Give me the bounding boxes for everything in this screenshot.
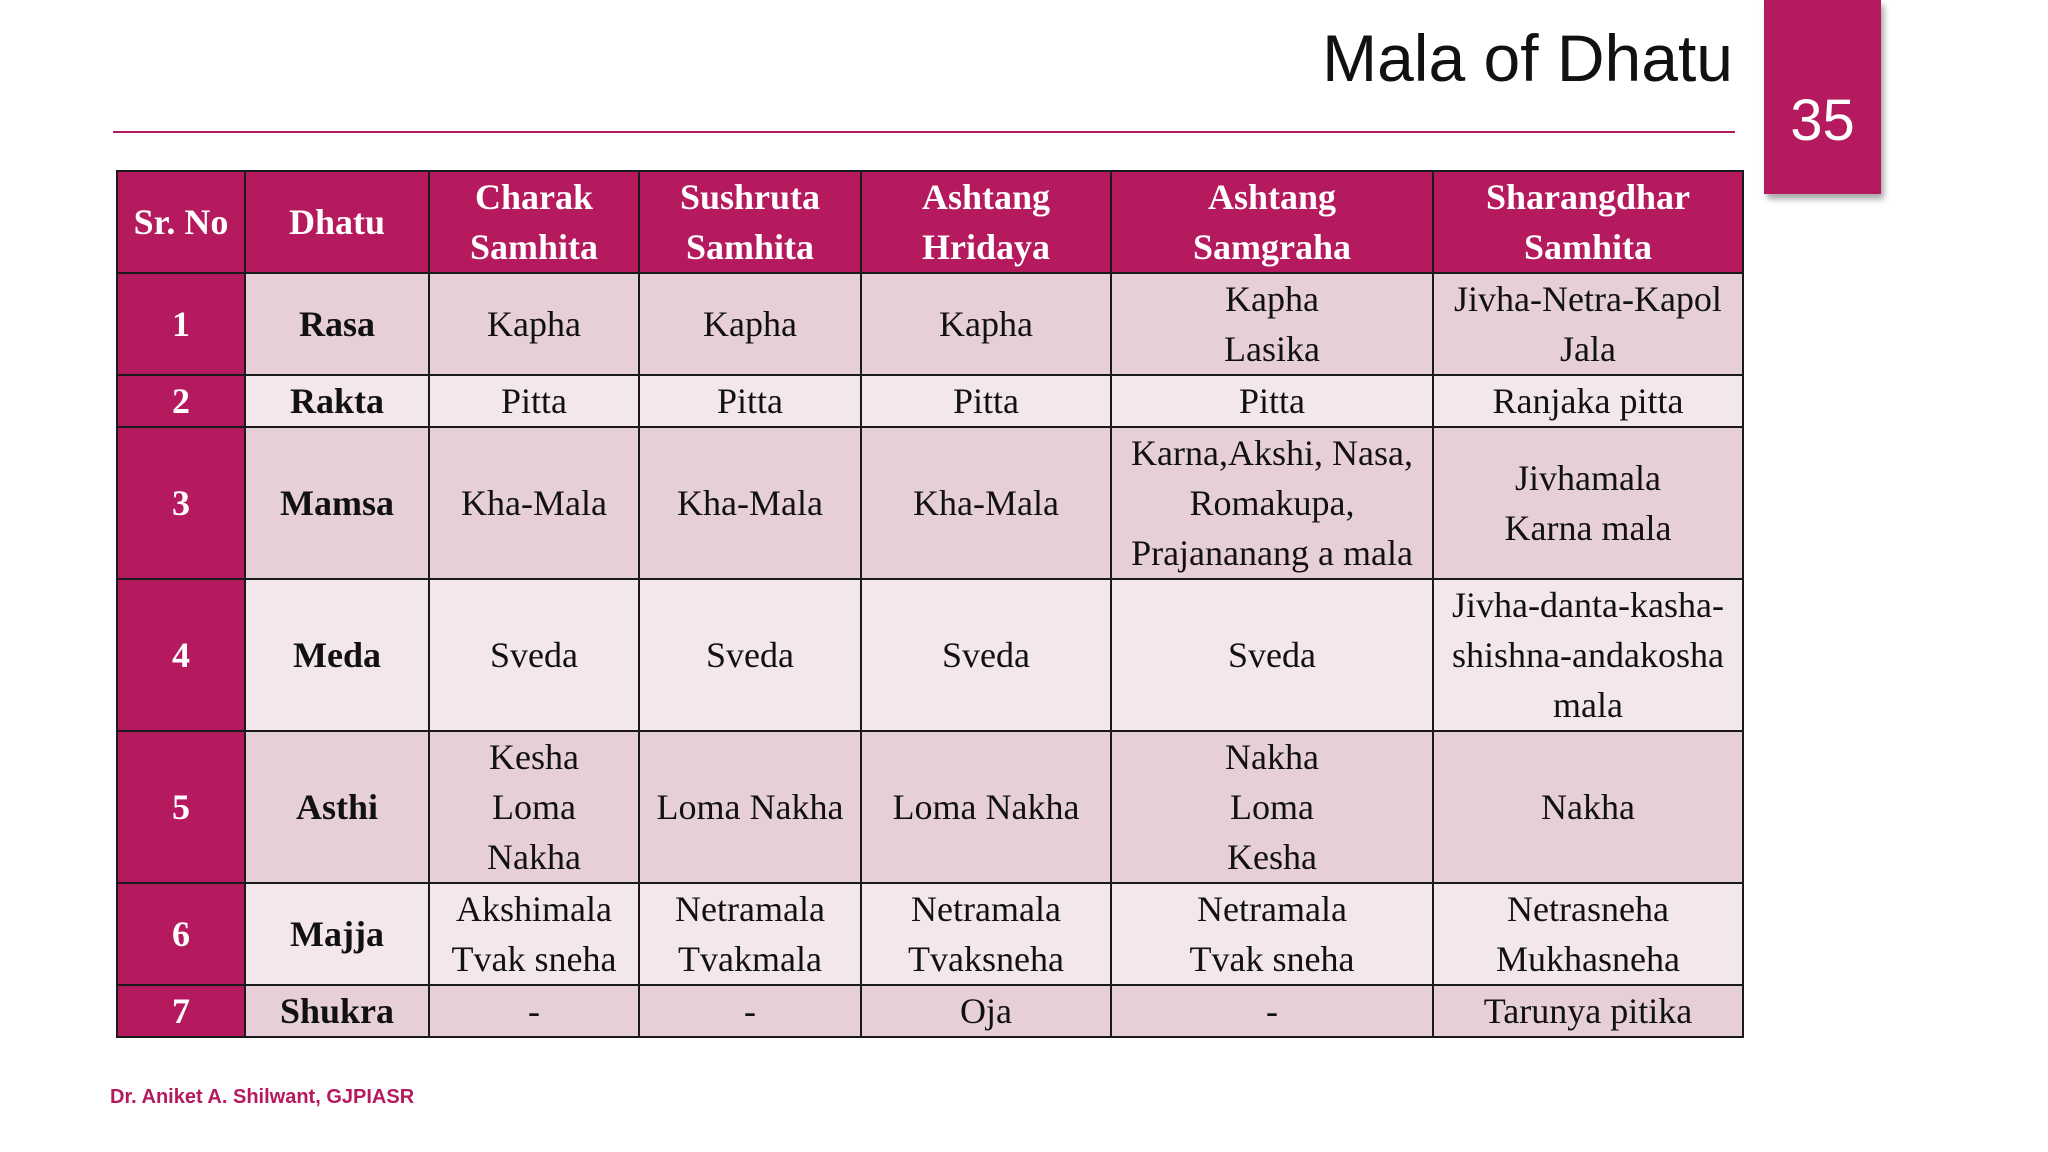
header-sr-no	[117, 171, 245, 273]
cell-line: Sveda	[490, 635, 578, 675]
cell-line: Loma Nakha	[656, 787, 844, 827]
header-dhatu	[245, 171, 429, 273]
header-line: Ashtang	[1207, 177, 1337, 217]
header-line: Samhita	[469, 227, 599, 267]
cell-line: Kha-Mala	[461, 483, 607, 523]
cell-line: Netramala	[675, 889, 825, 929]
cell-line: Tarunya pitika	[1483, 991, 1693, 1031]
mala-cell	[861, 883, 1111, 985]
footer-author: Dr. Aniket A. Shilwant, GJPIASR	[110, 1086, 415, 1108]
sr-no-cell: 5	[117, 731, 245, 883]
cell-line: Sveda	[706, 635, 794, 675]
header-sharangdhar-samhita	[1433, 171, 1743, 273]
mala-cell	[1433, 375, 1743, 427]
header-line: Charak	[474, 177, 594, 217]
table-row	[117, 883, 1743, 985]
sr-no-cell: 7	[117, 985, 245, 1037]
mala-cell	[1433, 273, 1743, 375]
cell-line: Kesha	[489, 737, 579, 777]
cell-line: Nakha	[1541, 787, 1635, 827]
header-sushruta-samhita	[639, 171, 861, 273]
table-row	[117, 985, 1743, 1037]
mala-cell	[1111, 883, 1433, 985]
header-line: Hridaya	[921, 227, 1050, 267]
mala-cell	[1433, 427, 1743, 579]
mala-cell	[1111, 427, 1433, 579]
cell-line: Akshimala	[456, 889, 612, 929]
cell-line: Kha-Mala	[913, 483, 1059, 523]
header-line: Samgraha	[1192, 227, 1351, 267]
header-charak-samhita	[429, 171, 639, 273]
cell-line: Sveda	[1228, 635, 1316, 675]
cell-line: Pitta	[1238, 381, 1305, 421]
cell-line: Lasika	[1224, 329, 1320, 369]
mala-cell	[861, 985, 1111, 1037]
cell-line: Jivhamala	[1515, 458, 1661, 498]
cell-line: Prajananang a mala	[1131, 533, 1413, 573]
mala-cell	[639, 985, 861, 1037]
mala-cell	[1111, 273, 1433, 375]
cell-line: Pitta	[500, 381, 567, 421]
mala-cell	[861, 579, 1111, 731]
cell-line: Ranjaka pitta	[1492, 381, 1684, 421]
cell-line: Kapha	[1225, 279, 1319, 319]
sr-no-cell: 6	[117, 883, 245, 985]
dhatu-name-cell: Shukra	[245, 985, 429, 1037]
header-line: Dhatu	[288, 202, 386, 242]
header-row	[117, 171, 1743, 273]
mala-cell	[861, 731, 1111, 883]
cell-line: Nakha	[487, 837, 581, 877]
table-row	[117, 427, 1743, 579]
cell-line: Karna,Akshi, Nasa,	[1131, 433, 1413, 473]
cell-line: Tvakmala	[678, 939, 822, 979]
mala-cell	[429, 273, 639, 375]
dhatu-name-cell: Asthi	[245, 731, 429, 883]
mala-cell	[1111, 985, 1433, 1037]
mala-cell	[1111, 375, 1433, 427]
dhatu-name-cell: Majja	[245, 883, 429, 985]
mala-cell	[1433, 731, 1743, 883]
cell-line: Netramala	[911, 889, 1061, 929]
table-row	[117, 273, 1743, 375]
cell-line: Oja	[960, 991, 1012, 1031]
cell-line: Kapha	[487, 304, 581, 344]
header-line: Sharangdhar	[1485, 177, 1691, 217]
page-number: 35	[1790, 88, 1855, 153]
cell-line: Mukhasneha	[1496, 939, 1680, 979]
sr-no-cell: 3	[117, 427, 245, 579]
dhatu-name-cell: Meda	[245, 579, 429, 731]
cell-line: Tvaksneha	[908, 939, 1064, 979]
sr-no-cell: 2	[117, 375, 245, 427]
cell-line: Loma Nakha	[892, 787, 1080, 827]
dhatu-mala-table	[116, 170, 1744, 1038]
mala-cell	[861, 427, 1111, 579]
cell-line: Loma	[1230, 787, 1314, 827]
mala-cell	[429, 985, 639, 1037]
mala-cell	[429, 883, 639, 985]
table-row	[117, 731, 1743, 883]
cell-line: Pitta	[952, 381, 1019, 421]
table-row	[117, 375, 1743, 427]
cell-line: Jivha-danta-kasha-	[1452, 585, 1724, 625]
cell-line: Romakupa,	[1189, 483, 1355, 523]
cell-line: Tvak sneha	[451, 939, 617, 979]
mala-cell	[639, 883, 861, 985]
header-ashtang-hridaya	[861, 171, 1111, 273]
cell-line: Kapha	[939, 304, 1033, 344]
title-divider	[113, 131, 1735, 133]
cell-line: Sveda	[942, 635, 1030, 675]
header-line: Ashtang	[921, 177, 1051, 217]
cell-line: Pitta	[716, 381, 783, 421]
page-number-badge	[1764, 0, 1881, 194]
cell-line: Kapha	[703, 304, 797, 344]
mala-cell	[1433, 985, 1743, 1037]
mala-cell	[639, 427, 861, 579]
header-line: Samhita	[685, 227, 815, 267]
mala-cell	[1111, 731, 1433, 883]
mala-cell	[1111, 579, 1433, 731]
dhatu-name-cell: Rakta	[245, 375, 429, 427]
cell-line: Netrasneha	[1507, 889, 1669, 929]
cell-line: Nakha	[1225, 737, 1319, 777]
sr-no-cell: 1	[117, 273, 245, 375]
slide-title: Mala of Dhatu	[1322, 21, 1733, 95]
mala-cell	[429, 427, 639, 579]
mala-cell	[429, 731, 639, 883]
table-row	[117, 579, 1743, 731]
mala-cell	[861, 273, 1111, 375]
header-line: Samhita	[1523, 227, 1653, 267]
cell-line: mala	[1553, 685, 1623, 725]
mala-cell	[429, 579, 639, 731]
header-ashtang-samgraha	[1111, 171, 1433, 273]
cell-line: Jivha-Netra-Kapol	[1454, 279, 1722, 319]
mala-cell	[1433, 579, 1743, 731]
dhatu-name-cell: Mamsa	[245, 427, 429, 579]
mala-cell	[1433, 883, 1743, 985]
cell-line: Karna mala	[1504, 508, 1672, 548]
cell-line: Kesha	[1227, 837, 1317, 877]
mala-cell	[639, 579, 861, 731]
cell-line: -	[528, 991, 540, 1031]
mala-cell	[639, 375, 861, 427]
mala-cell	[429, 375, 639, 427]
header-line: Sushruta	[679, 177, 821, 217]
mala-cell	[861, 375, 1111, 427]
mala-cell	[639, 731, 861, 883]
cell-line: Loma	[492, 787, 576, 827]
cell-line: Netramala	[1197, 889, 1347, 929]
cell-line: Tvak sneha	[1189, 939, 1355, 979]
sr-no-cell: 4	[117, 579, 245, 731]
cell-line: shishna-andakosha	[1452, 635, 1724, 675]
header-line: Sr. No	[133, 202, 229, 242]
dhatu-name-cell: Rasa	[245, 273, 429, 375]
cell-line: -	[744, 991, 756, 1031]
cell-line: Jala	[1560, 329, 1616, 369]
cell-line: -	[1266, 991, 1278, 1031]
cell-line: Kha-Mala	[677, 483, 823, 523]
mala-cell	[639, 273, 861, 375]
